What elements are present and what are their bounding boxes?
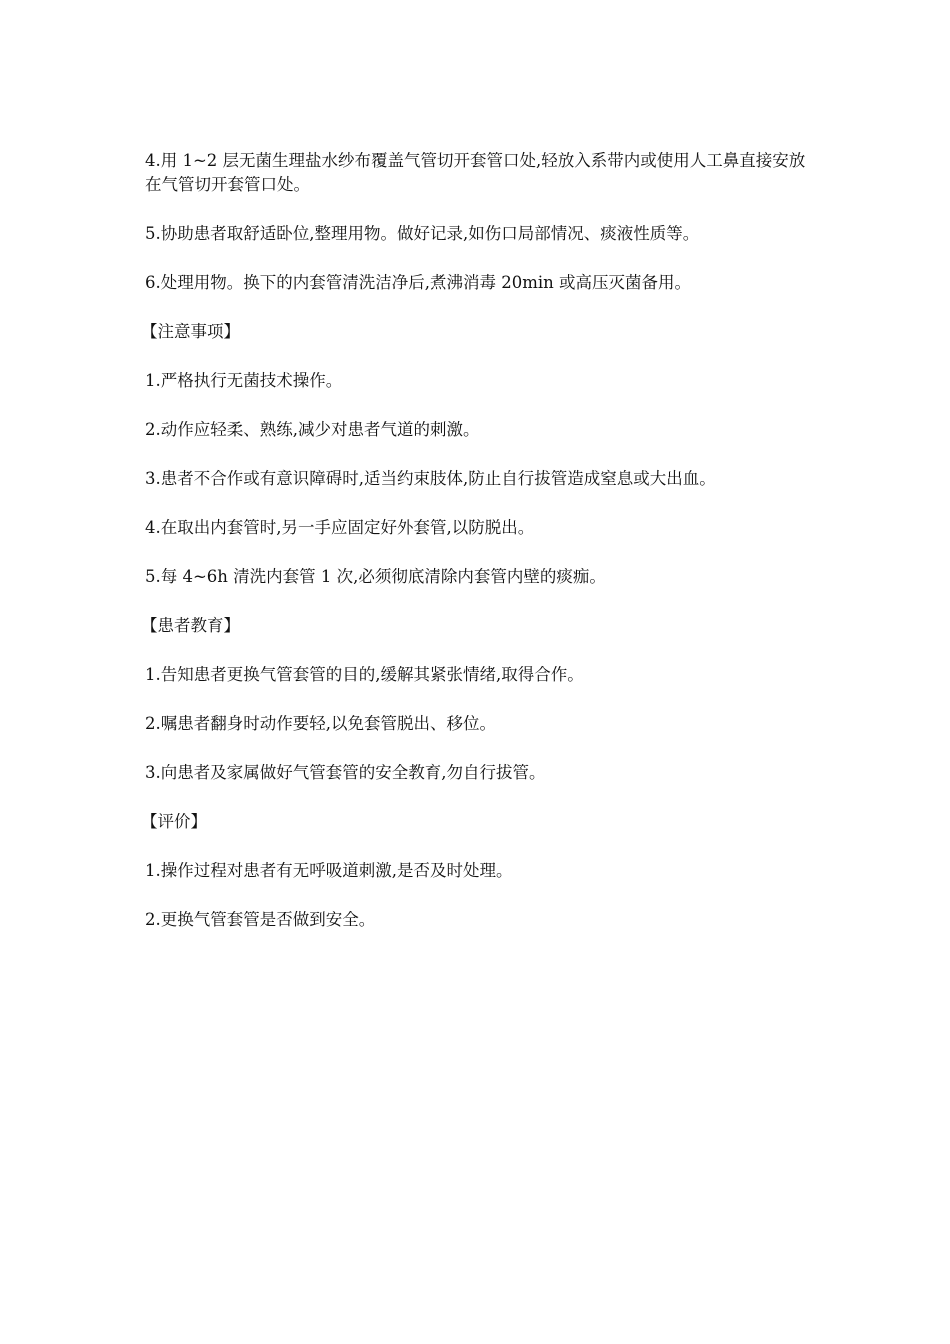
evaluation-heading: 【评价】 [141, 812, 207, 831]
evaluation-item-1: 1.操作过程对患者有无呼吸道刺激,是否及时处理。 [145, 861, 513, 880]
patient-education-item-3: 3.向患者及家属做好气管套管的安全教育,勿自行拔管。 [145, 763, 546, 782]
patient-education-heading: 【患者教育】 [141, 616, 240, 635]
document-body [141, 149, 815, 957]
precaution-item-2: 2.动作应轻柔、熟练,减少对患者气道的刺激。 [145, 420, 480, 439]
evaluation-item-2: 2.更换气管套管是否做到安全。 [145, 910, 376, 929]
precaution-item-3: 3.患者不合作或有意识障碍时,适当约束肢体,防止自行拔管造成窒息或大出血。 [145, 469, 716, 488]
procedure-step-4: 4.用 1~2 层无菌生理盐水纱布覆盖气管切开套管口处,轻放入系带内或使用人工鼻直接安放在气管切开套管口处。 [145, 151, 806, 194]
patient-education-item-1: 1.告知患者更换气管套管的目的,缓解其紧张情绪,取得合作。 [145, 665, 584, 684]
precaution-item-1: 1.严格执行无菌技术操作。 [145, 371, 343, 390]
patient-education-item-2: 2.嘱患者翻身时动作要轻,以免套管脱出、移位。 [145, 714, 496, 733]
precaution-item-5: 5.每 4~6h 清洗内套管 1 次,必须彻底清除内套管内壁的痰痂。 [145, 567, 606, 586]
procedure-step-5: 5.协助患者取舒适卧位,整理用物。做好记录,如伤口局部情况、痰液性质等。 [145, 224, 700, 243]
precautions-heading: 【注意事项】 [141, 322, 240, 341]
procedure-step-6: 6.处理用物。换下的内套管清洗洁净后,煮沸消毒 20min 或高压灭菌备用。 [145, 273, 692, 292]
precaution-item-4: 4.在取出内套管时,另一手应固定好外套管,以防脱出。 [145, 518, 535, 537]
